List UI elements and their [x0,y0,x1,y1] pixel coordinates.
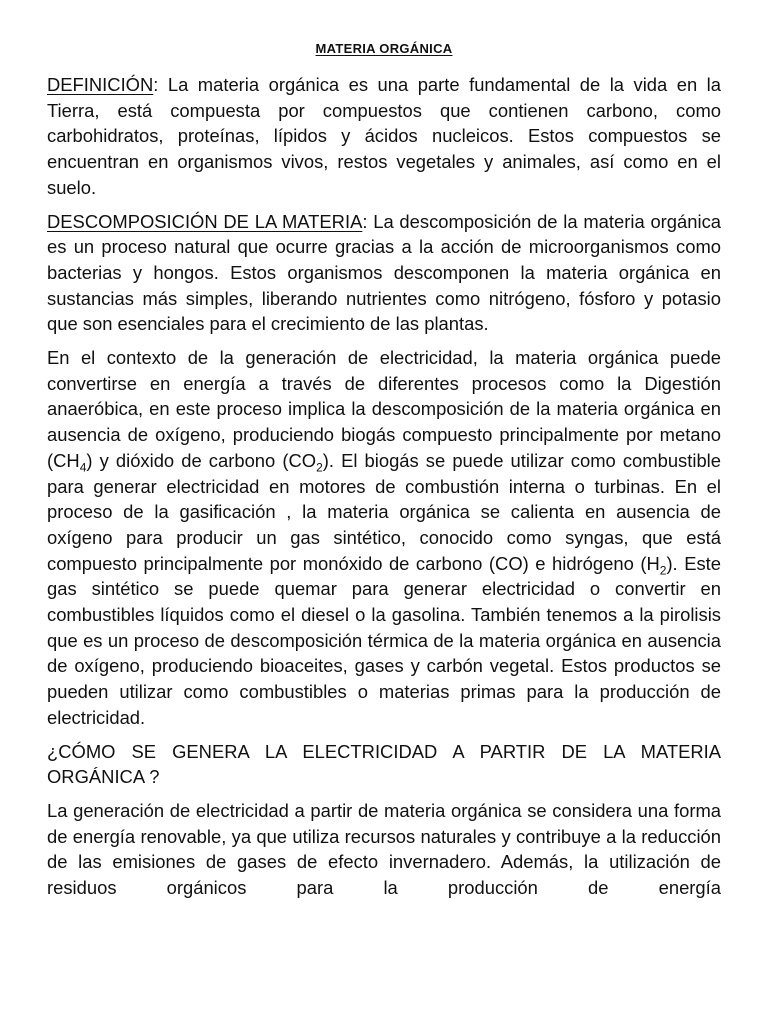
definition-text: : La materia orgánica es una parte fundamental de la vida en la Tierra, está compuesta por compuestos que contienen carbono, como carbohidratos, proteínas, lípidos y ácidos nucleicos. Estos compuestos se encuentran en organismos vivos, restos vegetales y animales, así como en el suelo. [47,74,721,198]
electricity-context-text-3: ). El biogás se puede utilizar como combustible para generar electricidad en motores de combustión interna o turbinas. En el proceso de la gasificación , la materia orgánica se calienta en ausencia de oxígeno para producir un gas sintético, conocido como syngas, que está compuesto principalmente por monóxido de carbono (CO) e hidrógeno (H [47,449,721,574]
methane-subscript: 4 [79,460,87,475]
decomposition-text: : La descomposición de la materia orgánica es un proceso natural que ocurre gracias a la acción de microorganismos como bacterias y hongos. Estos organismos descomponen la materia orgánica en sustancias más simples, liberando nutrientes como nitrógeno, fósforo y potasio que son esenciales para el crecimiento de las plantas. [47,210,721,335]
decomposition-label: DESCOMPOSICIÓN DE LA MATERIA [47,210,363,232]
electricity-context-text-4: ). Este gas sintético se puede quemar para generar electricidad o convertir en combustibles líquidos como el diesel o la gasolina. También tenemos a la pirolisis que es un proceso de descomposición térmica de la materia orgánica en ausencia de oxígeno, produciendo bioaceites, gases y carbón vegetal. Estos productos se pueden utilizar como combustibles o materias primas para la producción de electricidad. [47,552,721,728]
document-title: MATERIA ORGÁNICA [315,41,453,56]
electricity-context-paragraph [47,345,721,731]
co2-subscript: 2 [316,460,323,475]
decomposition-paragraph [47,209,721,338]
electricity-context-text-2: ) y dióxido de carbono (CO [86,449,317,471]
definition-label: DEFINICIÓN [47,74,154,95]
question-heading: ¿CÓMO SE GENERA LA ELECTRICIDAD A PARTIR DE LA MATERIA ORGÁNICA ? [47,740,721,788]
definition-paragraph [47,72,721,201]
electricity-context-text-1: En el contexto de la generación de electricidad, la materia orgánica puede convertirse en energía a través de diferentes procesos como la Digestión anaeróbica, en este proceso implica la descomposición de la materia orgánica en ausencia de oxígeno, produciendo biogás compuesto principalmente por metano (CH [47,347,721,471]
renewable-paragraph: La generación de electricidad a partir de materia orgánica se considera una forma de energía renovable, ya que utiliza recursos naturales y contribuye a la reducción de las emisiones de gases de efecto invernadero. Además, la utilización de residuos orgánicos para la producción de energía [47,799,721,899]
hydrogen-subscript: 2 [659,563,667,578]
